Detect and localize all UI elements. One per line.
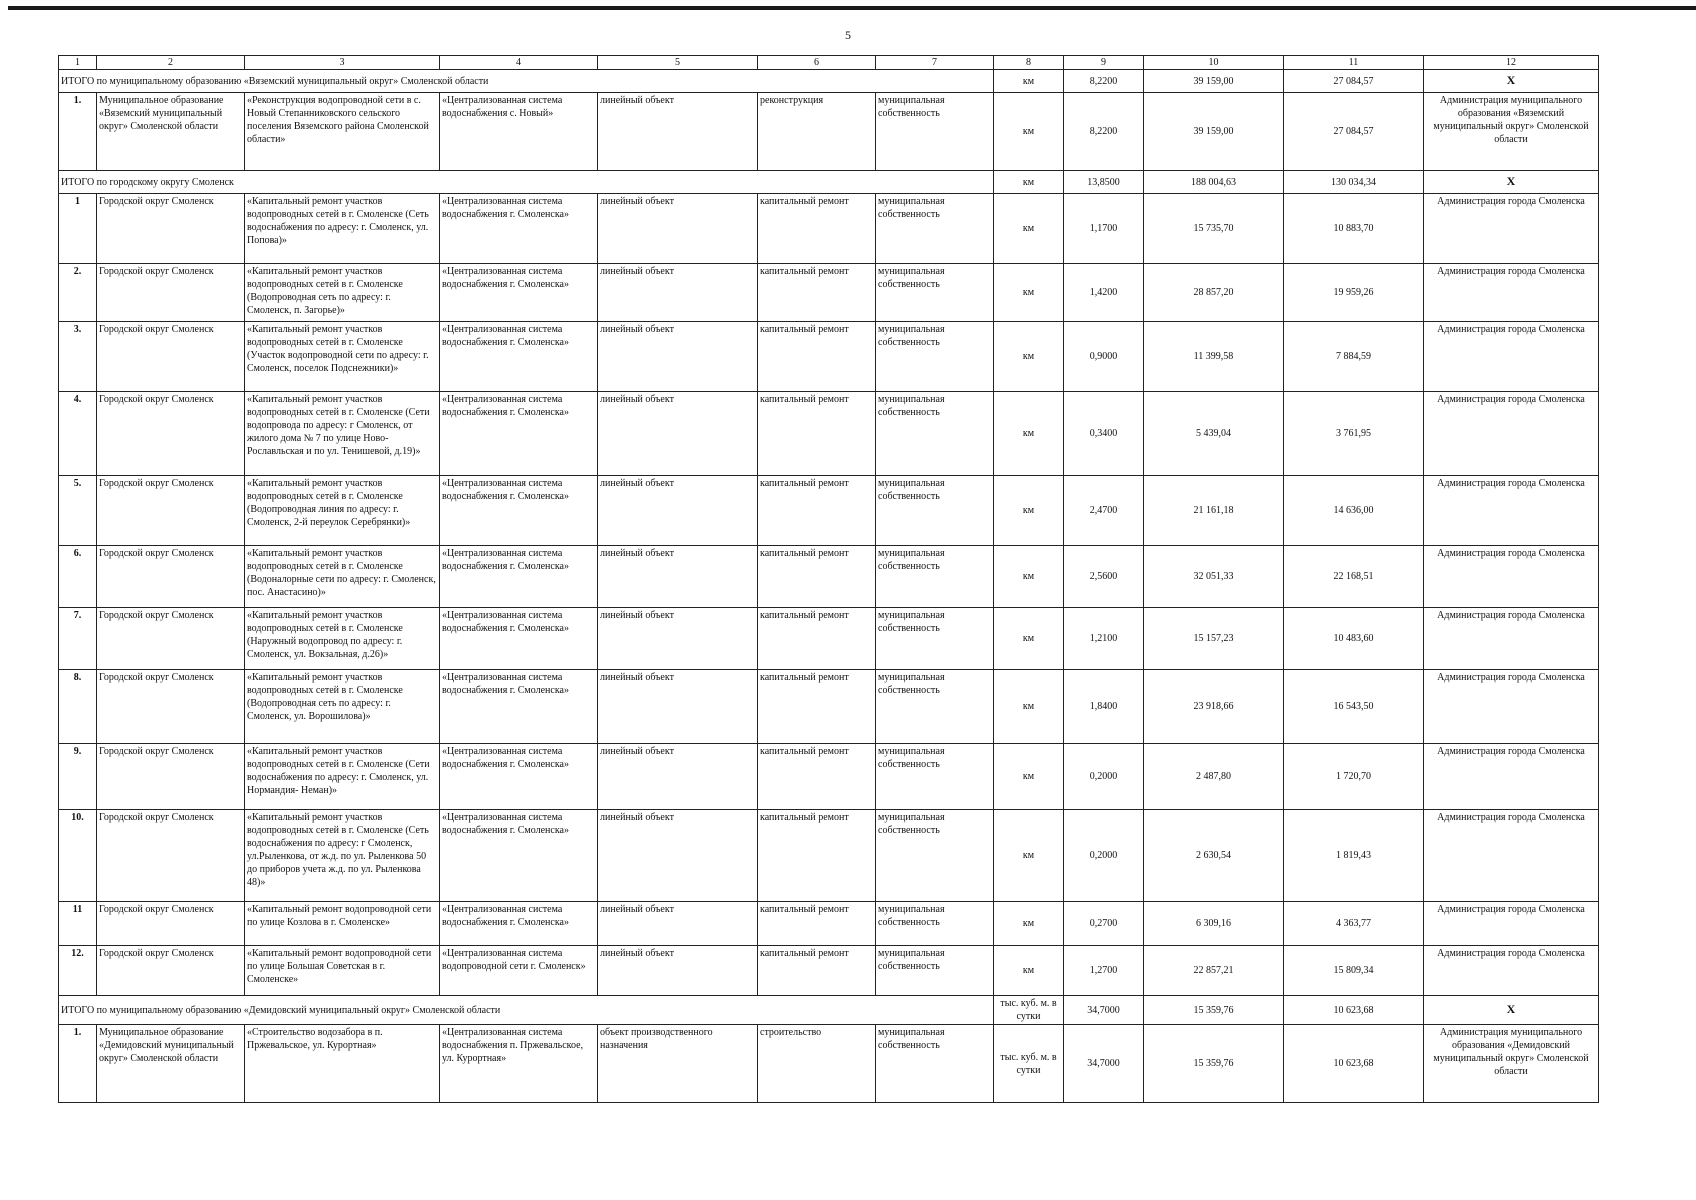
col-header: 3: [245, 56, 440, 70]
total-cost-cell: 28 857,20: [1144, 264, 1284, 322]
funding-cell: 1 819,43: [1284, 810, 1424, 902]
object-type-cell: линейный объект: [598, 476, 758, 546]
system-cell: «Централизованная система водоснабжения г. Смоленска»: [440, 902, 598, 946]
work-type-cell: капитальный ремонт: [758, 546, 876, 608]
funding-cell: 27 084,57: [1284, 70, 1424, 93]
project-name-cell: «Строительство водозабора в п. Пржевальское, ул. Курортная»: [245, 1025, 440, 1103]
owner-cell: Городской округ Смоленск: [97, 670, 245, 744]
length-cell: 1,8400: [1064, 670, 1144, 744]
table-row: [59, 946, 1599, 996]
x-mark: X: [1424, 171, 1599, 194]
funding-cell: 16 543,50: [1284, 670, 1424, 744]
col-header: 6: [758, 56, 876, 70]
total-cost-cell: 15 735,70: [1144, 194, 1284, 264]
project-name-cell: «Капитальный ремонт участков водопроводных сетей в г. Смоленске (Сеть водоснабжения по адресу: г Смоленск, ул.Рыленкова, от ж.д. по ул. Рыленкова 50 до приборов учета ж.д. по ул. Рыленкова 48)»: [245, 810, 440, 902]
property-cell: муниципальная собственность: [876, 392, 994, 476]
total-cost-cell: 11 399,58: [1144, 322, 1284, 392]
unit-cell: тыс. куб. м. в сутки: [994, 1025, 1064, 1103]
row-number: 7.: [59, 608, 97, 670]
object-type-cell: объект производственного назначения: [598, 1025, 758, 1103]
owner-cell: Городской округ Смоленск: [97, 810, 245, 902]
total-cost-cell: 2 630,54: [1144, 810, 1284, 902]
work-type-cell: капитальный ремонт: [758, 476, 876, 546]
unit-cell: км: [994, 392, 1064, 476]
col-header: 5: [598, 56, 758, 70]
admin-cell: Администрация города Смоленска: [1424, 194, 1599, 264]
funding-cell: 22 168,51: [1284, 546, 1424, 608]
work-type-cell: капитальный ремонт: [758, 194, 876, 264]
row-number: 5.: [59, 476, 97, 546]
admin-cell: Администрация города Смоленска: [1424, 608, 1599, 670]
table-row: [59, 670, 1599, 744]
length-cell: 2,5600: [1064, 546, 1144, 608]
admin-cell: Администрация города Смоленска: [1424, 946, 1599, 996]
total-row-demidov: [59, 996, 1599, 1025]
unit-cell: км: [994, 810, 1064, 902]
property-cell: муниципальная собственность: [876, 194, 994, 264]
system-cell: «Централизованная система водоснабжения г. Смоленска»: [440, 264, 598, 322]
length-cell: 0,2000: [1064, 810, 1144, 902]
funding-cell: 1 720,70: [1284, 744, 1424, 810]
project-name-cell: «Капитальный ремонт участков водопроводных сетей в г. Смоленске (Водопроводная сеть по адресу: г. Смоленск, п. Загорье)»: [245, 264, 440, 322]
object-type-cell: линейный объект: [598, 902, 758, 946]
property-cell: муниципальная собственность: [876, 546, 994, 608]
column-header-row: [59, 56, 1599, 70]
funding-cell: 14 636,00: [1284, 476, 1424, 546]
work-type-cell: капитальный ремонт: [758, 810, 876, 902]
row-number: 6.: [59, 546, 97, 608]
funding-cell: 10 623,68: [1284, 996, 1424, 1025]
col-header: 2: [97, 56, 245, 70]
funding-cell: 19 959,26: [1284, 264, 1424, 322]
object-type-cell: линейный объект: [598, 946, 758, 996]
system-cell: «Централизованная система водоснабжения г. Смоленска»: [440, 392, 598, 476]
total-label: ИТОГО по муниципальному образованию «Вяземский муниципальный округ» Смоленской области: [59, 70, 994, 93]
total-cost-cell: 32 051,33: [1144, 546, 1284, 608]
system-cell: «Централизованная система водоснабжения г. Смоленска»: [440, 608, 598, 670]
col-header: 10: [1144, 56, 1284, 70]
work-type-cell: реконструкция: [758, 93, 876, 171]
owner-cell: Муниципальное образование «Демидовский муниципальный округ» Смоленской области: [97, 1025, 245, 1103]
table-row: [59, 546, 1599, 608]
system-cell: «Централизованная система водоснабжения с. Новый»: [440, 93, 598, 171]
object-type-cell: линейный объект: [598, 744, 758, 810]
table-row: [59, 608, 1599, 670]
project-name-cell: «Капитальный ремонт водопроводной сети по улице Большая Советская в г. Смоленске»: [245, 946, 440, 996]
length-cell: 0,3400: [1064, 392, 1144, 476]
row-number: 1.: [59, 93, 97, 171]
property-cell: муниципальная собственность: [876, 608, 994, 670]
funding-cell: 7 884,59: [1284, 322, 1424, 392]
property-cell: муниципальная собственность: [876, 902, 994, 946]
table-row: [59, 194, 1599, 264]
system-cell: «Централизованная система водоснабжения г. Смоленска»: [440, 322, 598, 392]
total-cost-cell: 21 161,18: [1144, 476, 1284, 546]
property-cell: муниципальная собственность: [876, 476, 994, 546]
property-cell: муниципальная собственность: [876, 810, 994, 902]
property-cell: муниципальная собственность: [876, 946, 994, 996]
system-cell: «Централизованная система водоснабжения г. Смоленска»: [440, 194, 598, 264]
project-name-cell: «Капитальный ремонт участков водопроводных сетей в г. Смоленске (Водопроводная сеть по адресу: г. Смоленск, ул. Ворошилова)»: [245, 670, 440, 744]
system-cell: «Централизованная система водоснабжения г. Смоленска»: [440, 744, 598, 810]
unit-cell: км: [994, 93, 1064, 171]
col-header: 7: [876, 56, 994, 70]
work-type-cell: капитальный ремонт: [758, 670, 876, 744]
property-cell: муниципальная собственность: [876, 93, 994, 171]
owner-cell: Городской округ Смоленск: [97, 476, 245, 546]
table-row: [59, 93, 1599, 171]
col-header: 11: [1284, 56, 1424, 70]
work-type-cell: капитальный ремонт: [758, 946, 876, 996]
length-cell: 1,4200: [1064, 264, 1144, 322]
property-cell: муниципальная собственность: [876, 264, 994, 322]
object-type-cell: линейный объект: [598, 93, 758, 171]
funding-cell: 4 363,77: [1284, 902, 1424, 946]
table-row: [59, 264, 1599, 322]
unit-cell: км: [994, 171, 1064, 194]
total-cost-cell: 188 004,63: [1144, 171, 1284, 194]
length-cell: 8,2200: [1064, 93, 1144, 171]
total-cost-cell: 39 159,00: [1144, 70, 1284, 93]
length-cell: 0,2000: [1064, 744, 1144, 810]
admin-cell: Администрация города Смоленска: [1424, 476, 1599, 546]
funding-cell: 10 623,68: [1284, 1025, 1424, 1103]
project-name-cell: «Капитальный ремонт водопроводной сети по улице Козлова в г. Смоленске»: [245, 902, 440, 946]
unit-cell: км: [994, 194, 1064, 264]
row-number: 8.: [59, 670, 97, 744]
row-number: 2.: [59, 264, 97, 322]
object-type-cell: линейный объект: [598, 810, 758, 902]
system-cell: «Централизованная система водоснабжения г. Смоленска»: [440, 670, 598, 744]
owner-cell: Городской округ Смоленск: [97, 322, 245, 392]
investment-table: [58, 55, 1599, 1103]
project-name-cell: «Капитальный ремонт участков водопроводных сетей в г. Смоленске (Сеть водоснабжения по адресу: г. Смоленск, ул. Попова)»: [245, 194, 440, 264]
owner-cell: Городской округ Смоленск: [97, 546, 245, 608]
funding-cell: 10 483,60: [1284, 608, 1424, 670]
project-name-cell: «Капитальный ремонт участков водопроводных сетей в г. Смоленске (Сети водоснабжения по адресу: г. Смоленск, ул. Нормандия- Неман)»: [245, 744, 440, 810]
owner-cell: Городской округ Смоленск: [97, 264, 245, 322]
system-cell: «Централизованная система водоснабжения п. Пржевальское, ул. Курортная»: [440, 1025, 598, 1103]
project-name-cell: «Капитальный ремонт участков водопроводных сетей в г. Смоленске (Наружный водопровод по адресу: г. Смоленск, ул. Вокзальная, д.26)»: [245, 608, 440, 670]
col-header: 4: [440, 56, 598, 70]
row-number: 9.: [59, 744, 97, 810]
table-row: [59, 322, 1599, 392]
unit-cell: км: [994, 70, 1064, 93]
length-cell: 34,7000: [1064, 996, 1144, 1025]
work-type-cell: капитальный ремонт: [758, 608, 876, 670]
length-cell: 8,2200: [1064, 70, 1144, 93]
col-header: 8: [994, 56, 1064, 70]
total-cost-cell: 15 359,76: [1144, 996, 1284, 1025]
x-mark: X: [1424, 70, 1599, 93]
owner-cell: Городской округ Смоленск: [97, 194, 245, 264]
admin-cell: Администрация города Смоленска: [1424, 744, 1599, 810]
system-cell: «Централизованная система водопроводной сети г. Смоленск»: [440, 946, 598, 996]
unit-cell: км: [994, 608, 1064, 670]
table-row: [59, 476, 1599, 546]
object-type-cell: линейный объект: [598, 608, 758, 670]
owner-cell: Городской округ Смоленск: [97, 946, 245, 996]
table-row: [59, 902, 1599, 946]
property-cell: муниципальная собственность: [876, 322, 994, 392]
page-number: 5: [845, 28, 851, 42]
owner-cell: Городской округ Смоленск: [97, 744, 245, 810]
row-number: 4.: [59, 392, 97, 476]
table-row: [59, 392, 1599, 476]
total-cost-cell: 39 159,00: [1144, 93, 1284, 171]
funding-cell: 3 761,95: [1284, 392, 1424, 476]
object-type-cell: линейный объект: [598, 670, 758, 744]
work-type-cell: капитальный ремонт: [758, 744, 876, 810]
row-number: 1: [59, 194, 97, 264]
funding-cell: 15 809,34: [1284, 946, 1424, 996]
total-label: ИТОГО по муниципальному образованию «Демидовский муниципальный округ» Смоленской области: [59, 996, 994, 1025]
project-name-cell: «Реконструкция водопроводной сети в с. Новый Степанниковского сельского поселения Вяземского района Смоленской области»: [245, 93, 440, 171]
work-type-cell: капитальный ремонт: [758, 902, 876, 946]
admin-cell: Администрация муниципального образования «Демидовский муниципальный округ» Смоленской области: [1424, 1025, 1599, 1103]
work-type-cell: капитальный ремонт: [758, 392, 876, 476]
unit-cell: км: [994, 670, 1064, 744]
object-type-cell: линейный объект: [598, 392, 758, 476]
admin-cell: Администрация города Смоленска: [1424, 810, 1599, 902]
unit-cell: км: [994, 744, 1064, 810]
admin-cell: Администрация города Смоленска: [1424, 902, 1599, 946]
owner-cell: Городской округ Смоленск: [97, 608, 245, 670]
project-name-cell: «Капитальный ремонт участков водопроводных сетей в г. Смоленске (Сети водопровода по адресу: г Смоленск, от жилого дома № 7 по улице Ново-Рославльская и по ул. Тенишевой, д.19)»: [245, 392, 440, 476]
object-type-cell: линейный объект: [598, 322, 758, 392]
owner-cell: Городской округ Смоленск: [97, 392, 245, 476]
object-type-cell: линейный объект: [598, 546, 758, 608]
admin-cell: Администрация города Смоленска: [1424, 322, 1599, 392]
row-number: 11: [59, 902, 97, 946]
owner-cell: Муниципальное образование «Вяземский муниципальный округ» Смоленской области: [97, 93, 245, 171]
length-cell: 34,7000: [1064, 1025, 1144, 1103]
project-name-cell: «Капитальный ремонт участков водопроводных сетей в г. Смоленске (Водоналорные сети по адресу: г. Смоленск, пос. Анастасино)»: [245, 546, 440, 608]
property-cell: муниципальная собственность: [876, 1025, 994, 1103]
admin-cell: Администрация города Смоленска: [1424, 670, 1599, 744]
funding-cell: 130 034,34: [1284, 171, 1424, 194]
work-type-cell: капитальный ремонт: [758, 264, 876, 322]
property-cell: муниципальная собственность: [876, 670, 994, 744]
row-number: 10.: [59, 810, 97, 902]
total-cost-cell: 15 157,23: [1144, 608, 1284, 670]
admin-cell: Администрация муниципального образования «Вяземский муниципальный округ» Смоленской области: [1424, 93, 1599, 171]
col-header: 1: [59, 56, 97, 70]
total-cost-cell: 5 439,04: [1144, 392, 1284, 476]
total-cost-cell: 6 309,16: [1144, 902, 1284, 946]
unit-cell: тыс. куб. м. в сутки: [994, 996, 1064, 1025]
length-cell: 2,4700: [1064, 476, 1144, 546]
admin-cell: Администрация города Смоленска: [1424, 264, 1599, 322]
funding-cell: 27 084,57: [1284, 93, 1424, 171]
system-cell: «Централизованная система водоснабжения г. Смоленска»: [440, 546, 598, 608]
total-cost-cell: 23 918,66: [1144, 670, 1284, 744]
length-cell: 1,2700: [1064, 946, 1144, 996]
total-cost-cell: 2 487,80: [1144, 744, 1284, 810]
funding-cell: 10 883,70: [1284, 194, 1424, 264]
length-cell: 0,9000: [1064, 322, 1144, 392]
work-type-cell: строительство: [758, 1025, 876, 1103]
table-row: [59, 810, 1599, 902]
col-header: 12: [1424, 56, 1599, 70]
top-rule: [8, 6, 1696, 10]
system-cell: «Централизованная система водоснабжения г. Смоленска»: [440, 476, 598, 546]
row-number: 1.: [59, 1025, 97, 1103]
investment-table-container: [58, 55, 1598, 1103]
object-type-cell: линейный объект: [598, 264, 758, 322]
row-number: 12.: [59, 946, 97, 996]
project-name-cell: «Капитальный ремонт участков водопроводных сетей в г. Смоленске (Участок водопроводной сети по адресу: г. Смоленск, поселок Подснежники)»: [245, 322, 440, 392]
total-label: ИТОГО по городскому округу Смоленск: [59, 171, 994, 194]
unit-cell: км: [994, 546, 1064, 608]
project-name-cell: «Капитальный ремонт участков водопроводных сетей в г. Смоленске (Водопроводная линия по адресу: г. Смоленск, 2-й переулок Серебрянки)»: [245, 476, 440, 546]
object-type-cell: линейный объект: [598, 194, 758, 264]
system-cell: «Централизованная система водоснабжения г. Смоленска»: [440, 810, 598, 902]
x-mark: X: [1424, 996, 1599, 1025]
row-number: 3.: [59, 322, 97, 392]
length-cell: 1,1700: [1064, 194, 1144, 264]
work-type-cell: капитальный ремонт: [758, 322, 876, 392]
total-cost-cell: 22 857,21: [1144, 946, 1284, 996]
owner-cell: Городской округ Смоленск: [97, 902, 245, 946]
col-header: 9: [1064, 56, 1144, 70]
table-row: [59, 744, 1599, 810]
property-cell: муниципальная собственность: [876, 744, 994, 810]
unit-cell: км: [994, 476, 1064, 546]
total-row-smolensk: [59, 171, 1599, 194]
unit-cell: км: [994, 264, 1064, 322]
unit-cell: км: [994, 322, 1064, 392]
length-cell: 0,2700: [1064, 902, 1144, 946]
unit-cell: км: [994, 902, 1064, 946]
length-cell: 1,2100: [1064, 608, 1144, 670]
admin-cell: Администрация города Смоленска: [1424, 392, 1599, 476]
total-row-vyazma: [59, 70, 1599, 93]
length-cell: 13,8500: [1064, 171, 1144, 194]
table-row: [59, 1025, 1599, 1103]
admin-cell: Администрация города Смоленска: [1424, 546, 1599, 608]
unit-cell: км: [994, 946, 1064, 996]
total-cost-cell: 15 359,76: [1144, 1025, 1284, 1103]
